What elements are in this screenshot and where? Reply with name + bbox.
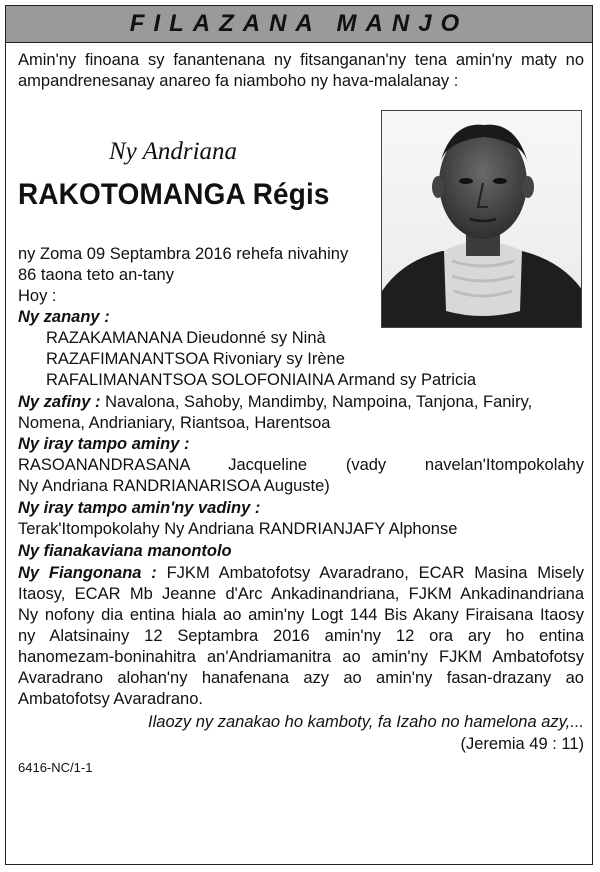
- intro-text: Amin'ny finoana sy fanantenana ny fitsanganan'ny tena amin'ny maty no ampandrenesanay anareo fa niamboho ny hava-malalanay :: [18, 51, 584, 90]
- children-heading: Ny zanany :: [18, 308, 110, 326]
- verse-text: Ilaozy ny zanakao ho kamboty, fa Izaho no hamelona azy,...: [148, 713, 584, 731]
- church-line5: hanomezam-boninahitra an'Andriamanitra ao amin'ny FJKM Ambatofotsy: [18, 648, 584, 666]
- church-line7: Ambatofotsy Avaradrano.: [18, 690, 203, 708]
- grandchildren-line1: [18, 392, 584, 413]
- grandchildren-names: Navalona, Sahoby, Mandimby, Nampoina, Tanjona, Faniry,: [100, 393, 533, 411]
- portrait-image: [382, 111, 582, 328]
- sibling-line2: Ny Andriana RANDRIANARISOA Auguste): [18, 477, 330, 495]
- family-heading: Ny fianakaviana manontolo: [18, 542, 232, 560]
- spouse-sibling-heading: Ny iray tampo amin'ny vadiny :: [18, 499, 261, 517]
- death-date-line: ny Zoma 09 Septambra 2016 rehefa nivahiny: [18, 245, 349, 263]
- deceased-name: RAKOTOMANGA Régis: [18, 178, 330, 211]
- list-item: RAZAFIMANANTSOA Rivoniary sy Irène: [46, 350, 345, 368]
- spouse-sibling-line: Terak'Itompokolahy Ny Andriana RANDRIANJAFY Alphonse: [18, 520, 458, 538]
- notice-header: [6, 6, 592, 43]
- deceased-photo: [381, 110, 582, 328]
- obituary-notice: [5, 5, 593, 865]
- ad-reference: 6416-NC/1-1: [18, 760, 93, 775]
- list-item: RAZAKAMANANA Dieudonné sy Ninà: [46, 329, 326, 347]
- notice-title: FILAZANA MANJO: [129, 10, 469, 37]
- church-line3: Ny nofony dia entina hiala ao amin'ny Logt 144 Bis Akany Firaisana Itaosy: [18, 606, 584, 624]
- church-line6: Avaradrano alohan'ny hanafenana azy ao amin'ny fasan-drazany ao: [18, 669, 584, 687]
- church-text: FJKM Ambatofotsy Avaradrano, ECAR Masina Misely: [156, 564, 584, 582]
- grandchildren-line2: Nomena, Andrianiary, Riantsoa, Harentsoa: [18, 414, 331, 432]
- sibling-line1: RASOANANDRASANA Jacqueline (vady navelan'Itompokolahy: [18, 456, 584, 474]
- church-line2: Itaosy, ECAR Mb Jeanne d'Arc Ankadinandriana, FJKM Ankadinandriana: [18, 585, 584, 603]
- deceased-prefix: Ny Andriana: [109, 138, 238, 165]
- age-line: 86 taona teto an-tany: [18, 266, 174, 284]
- church-line4: ny Alatsinainy 12 Septambra 2016 amin'ny 12 ora ary ho entina: [18, 627, 584, 645]
- church-line1: [18, 563, 584, 584]
- sibling-heading: Ny iray tampo aminy :: [18, 435, 190, 453]
- church-heading: Ny Fiangonana :: [18, 564, 157, 582]
- grandchildren-heading: Ny zafiny :: [18, 393, 101, 411]
- verse-reference: (Jeremia 49 : 11): [460, 735, 584, 753]
- hoy-label: Hoy :: [18, 287, 57, 305]
- list-item: RAFALIMANANTSOA SOLOFONIAINA Armand sy Patricia: [46, 371, 477, 389]
